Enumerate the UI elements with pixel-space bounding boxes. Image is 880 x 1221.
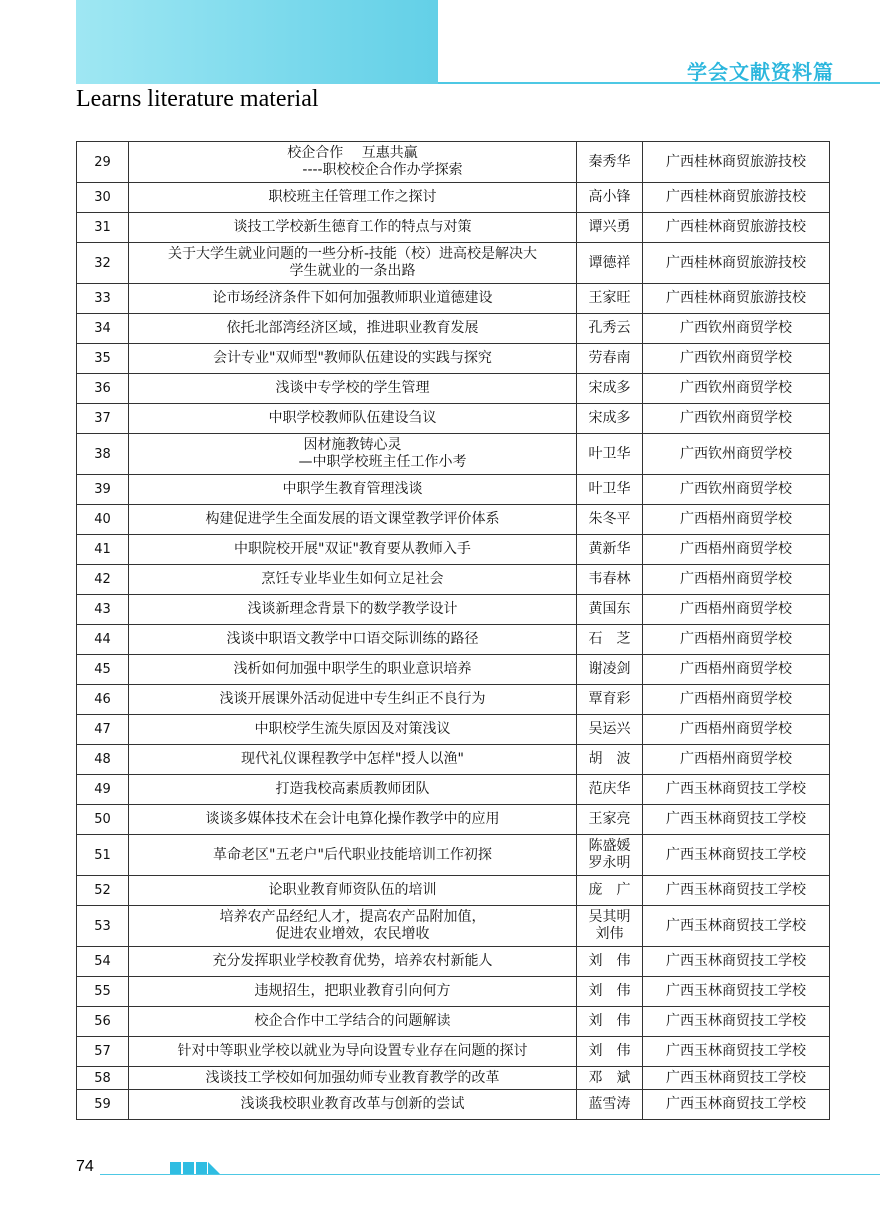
table-row: [77, 1007, 830, 1037]
article-title: [129, 183, 577, 213]
article-title: [129, 314, 577, 344]
author-line: 劳春南: [588, 350, 631, 366]
table-row: [77, 565, 830, 595]
author-line: 黄国东: [588, 601, 631, 617]
school-name: 广西梧州商贸学校: [643, 685, 830, 715]
author-line: 王家亮: [588, 811, 631, 827]
page-footer: [76, 1158, 880, 1182]
article-title-line: ----职校校企合作办学探索: [302, 162, 463, 178]
article-title: [129, 906, 577, 947]
author-line: 秦秀华: [588, 153, 631, 170]
school-name: 广西钦州商贸学校: [643, 344, 830, 374]
row-number: 41: [77, 535, 129, 565]
row-number: 39: [77, 475, 129, 505]
author-line: 刘伟: [595, 926, 624, 942]
row-number: 33: [77, 284, 129, 314]
table-row: [77, 805, 830, 835]
row-number: 51: [77, 835, 129, 876]
row-number: 50: [77, 805, 129, 835]
article-title-line: 学生就业的一条出路: [289, 263, 416, 279]
page-number: 74: [76, 1158, 94, 1175]
table-row: [77, 876, 830, 906]
author-line: 韦春林: [588, 571, 631, 587]
author-name: [577, 745, 643, 775]
row-number: 45: [77, 655, 129, 685]
article-title-line: 针对中等职业学校以就业为导向设置专业存在问题的探讨: [177, 1043, 528, 1059]
author-line: 刘 伟: [588, 1013, 631, 1029]
article-title-line: 论职业教育师资队伍的培训: [268, 882, 437, 898]
school-name: 广西钦州商贸学校: [643, 434, 830, 475]
school-name: 广西玉林商贸技工学校: [643, 835, 830, 876]
row-number: 55: [77, 977, 129, 1007]
school-name: 广西桂林商贸旅游技校: [643, 142, 830, 183]
school-name: 广西梧州商贸学校: [643, 505, 830, 535]
article-title-line: 中职学生教育管理浅谈: [282, 481, 423, 497]
article-title: [129, 1007, 577, 1037]
article-title: [129, 1037, 577, 1067]
author-line: 石 芝: [588, 631, 631, 647]
school-name: 广西钦州商贸学校: [643, 475, 830, 505]
author-line: 黄新华: [588, 541, 631, 557]
article-title-line: 中职院校开展"双证"教育要从教师入手: [234, 541, 471, 557]
article-title-line: 革命老区"五老户"后代职业技能培训工作初探: [213, 846, 492, 863]
author-line: 覃育彩: [588, 691, 631, 707]
article-title: [129, 685, 577, 715]
school-name: 广西玉林商贸技工学校: [643, 805, 830, 835]
row-number: 40: [77, 505, 129, 535]
table-row: [77, 505, 830, 535]
author-name: [577, 183, 643, 213]
school-name: 广西钦州商贸学校: [643, 404, 830, 434]
table-row: [77, 655, 830, 685]
table-row: [77, 835, 830, 876]
school-name: 广西桂林商贸旅游技校: [643, 213, 830, 243]
author-name: [577, 1067, 643, 1090]
author-name: [577, 625, 643, 655]
article-title: [129, 1067, 577, 1090]
article-title: [129, 715, 577, 745]
article-title-line: 会计专业"双师型"教师队伍建设的实践与探究: [213, 350, 492, 366]
author-name: [577, 434, 643, 475]
table-row: [77, 374, 830, 404]
article-title: [129, 475, 577, 505]
school-name: 广西钦州商贸学校: [643, 314, 830, 344]
row-number: 30: [77, 183, 129, 213]
table-row: [77, 284, 830, 314]
author-name: [577, 906, 643, 947]
footer-triangle-icon: [208, 1162, 220, 1174]
author-name: [577, 947, 643, 977]
row-number: 32: [77, 243, 129, 284]
article-title: [129, 947, 577, 977]
table-row: [77, 535, 830, 565]
row-number: 31: [77, 213, 129, 243]
school-name: 广西梧州商贸学校: [643, 715, 830, 745]
table-row: [77, 625, 830, 655]
article-title-line: 谈谈多媒体技术在会计电算化操作教学中的应用: [205, 811, 500, 827]
school-name: 广西梧州商贸学校: [643, 595, 830, 625]
article-title: [129, 284, 577, 314]
author-name: [577, 565, 643, 595]
article-title-line: 充分发挥职业学校教育优势，培养农村新能人: [212, 953, 493, 969]
table-row: [77, 434, 830, 475]
article-title-line: 违规招生，把职业教育引向何方: [254, 983, 451, 999]
author-name: [577, 344, 643, 374]
author-line: 蓝雪涛: [588, 1096, 631, 1112]
author-name: [577, 715, 643, 745]
school-name: 广西梧州商贸学校: [643, 625, 830, 655]
article-title-line: 现代礼仪课程教学中怎样"授人以渔": [241, 751, 464, 767]
author-line: 宋成多: [588, 410, 631, 426]
article-title: [129, 595, 577, 625]
author-line: 吴运兴: [588, 721, 631, 737]
school-name: 广西梧州商贸学校: [643, 745, 830, 775]
article-title-line: 中职学校教师队伍建设刍议: [268, 410, 437, 426]
article-title-line: 依托北部湾经济区域，推进职业教育发展: [226, 320, 479, 336]
article-title: [129, 835, 577, 876]
row-number: 47: [77, 715, 129, 745]
author-name: [577, 977, 643, 1007]
author-name: [577, 505, 643, 535]
author-line: 胡 波: [588, 751, 631, 767]
table-row: [77, 243, 830, 284]
article-rows: [77, 142, 830, 1120]
article-title-line: 培养农产品经纪人才，提高农产品附加值，: [219, 909, 486, 925]
author-line: 谭兴勇: [588, 219, 631, 235]
section-subtitle: Learns literature material: [76, 86, 319, 112]
article-title: [129, 505, 577, 535]
row-number: 48: [77, 745, 129, 775]
author-line: 宋成多: [588, 380, 631, 396]
row-number: 53: [77, 906, 129, 947]
article-title-line: 浅谈中职语文教学中口语交际训练的路径: [226, 631, 479, 647]
footer-rule: [100, 1174, 880, 1175]
table-row: [77, 685, 830, 715]
author-line: 叶卫华: [588, 481, 631, 497]
article-title-line: 浅谈中专学校的学生管理: [275, 380, 430, 396]
author-line: 孔秀云: [588, 320, 631, 336]
school-name: 广西玉林商贸技工学校: [643, 947, 830, 977]
author-name: [577, 1090, 643, 1120]
article-title-line: 烹饪专业毕业生如何立足社会: [261, 571, 444, 587]
row-number: 52: [77, 876, 129, 906]
author-name: [577, 142, 643, 183]
school-name: 广西桂林商贸旅游技校: [643, 284, 830, 314]
author-name: [577, 213, 643, 243]
footer-square-icon: [170, 1162, 181, 1174]
row-number: 35: [77, 344, 129, 374]
article-title: [129, 142, 577, 183]
author-name: [577, 1007, 643, 1037]
article-title: [129, 977, 577, 1007]
row-number: 46: [77, 685, 129, 715]
school-name: 广西玉林商贸技工学校: [643, 1007, 830, 1037]
author-line: 刘 伟: [588, 953, 631, 969]
author-line: 王家旺: [588, 290, 631, 306]
table-row: [77, 595, 830, 625]
section-title: 学会文献资料篇: [687, 60, 834, 84]
article-title: [129, 243, 577, 284]
author-name: [577, 876, 643, 906]
author-name: [577, 475, 643, 505]
school-name: 广西玉林商贸技工学校: [643, 1090, 830, 1120]
article-title-line: 浅谈新理念背景下的数学教学设计: [247, 601, 458, 617]
row-number: 59: [77, 1090, 129, 1120]
author-line: 庞 广: [588, 882, 631, 898]
article-title-line: 职校班主任管理工作之探讨: [268, 189, 437, 205]
article-title: [129, 565, 577, 595]
author-name: [577, 655, 643, 685]
article-title-line: 校企合作中工学结合的问题解读: [254, 1013, 451, 1029]
article-title-line: 浅谈技工学校如何加强幼师专业教育教学的改革: [205, 1069, 500, 1086]
row-number: 58: [77, 1067, 129, 1090]
school-name: 广西桂林商贸旅游技校: [643, 183, 830, 213]
school-name: 广西梧州商贸学校: [643, 655, 830, 685]
author-line: 朱冬平: [588, 511, 631, 527]
row-number: 44: [77, 625, 129, 655]
table-row: [77, 947, 830, 977]
footer-square-icon: [183, 1162, 194, 1174]
article-title: [129, 876, 577, 906]
article-title: [129, 1090, 577, 1120]
row-number: 37: [77, 404, 129, 434]
table-row: [77, 183, 830, 213]
table-row: [77, 1067, 830, 1090]
author-line: 高小锋: [588, 189, 631, 205]
author-name: [577, 243, 643, 284]
author-line: 刘 伟: [588, 1043, 631, 1059]
header-color-band: [76, 0, 438, 84]
school-name: 广西梧州商贸学校: [643, 535, 830, 565]
article-title: [129, 655, 577, 685]
school-name: 广西梧州商贸学校: [643, 565, 830, 595]
row-number: 56: [77, 1007, 129, 1037]
author-line: 陈盛媛: [588, 838, 631, 854]
article-title: [129, 805, 577, 835]
article-title: [129, 535, 577, 565]
table-row: [77, 977, 830, 1007]
table-row: [77, 906, 830, 947]
author-name: [577, 685, 643, 715]
article-title: [129, 404, 577, 434]
article-title-line: 促进农业增效，农民增收: [275, 926, 430, 942]
article-title-line: 校企合作 互惠共赢: [287, 145, 418, 161]
article-title: [129, 374, 577, 404]
article-title-line: 构建促进学生全面发展的语文课堂教学评价体系: [205, 511, 500, 527]
author-line: 谭德祥: [588, 254, 631, 271]
article-table: [76, 141, 830, 1120]
author-name: [577, 284, 643, 314]
table-row: [77, 213, 830, 243]
table-row: [77, 1090, 830, 1120]
table-row: [77, 475, 830, 505]
author-name: [577, 835, 643, 876]
article-title-line: 浅谈开展课外活动促进中专生纠正不良行为: [219, 691, 486, 707]
row-number: 49: [77, 775, 129, 805]
row-number: 42: [77, 565, 129, 595]
author-name: [577, 404, 643, 434]
author-name: [577, 595, 643, 625]
school-name: 广西玉林商贸技工学校: [643, 876, 830, 906]
article-title-line: 因材施教铸心灵: [303, 437, 402, 453]
article-title: [129, 434, 577, 475]
article-title-line: —中职学校班主任工作小考: [298, 454, 467, 470]
table-row: [77, 745, 830, 775]
footer-square-icon: [196, 1162, 207, 1174]
row-number: 57: [77, 1037, 129, 1067]
school-name: 广西玉林商贸技工学校: [643, 906, 830, 947]
article-title: [129, 344, 577, 374]
article-title: [129, 745, 577, 775]
author-name: [577, 805, 643, 835]
school-name: 广西桂林商贸旅游技校: [643, 243, 830, 284]
author-name: [577, 314, 643, 344]
row-number: 36: [77, 374, 129, 404]
table-row: [77, 775, 830, 805]
article-title: [129, 213, 577, 243]
article-title-line: 浅谈我校职业教育改革与创新的尝试: [240, 1096, 465, 1112]
school-name: 广西钦州商贸学校: [643, 374, 830, 404]
table-row: [77, 404, 830, 434]
row-number: 29: [77, 142, 129, 183]
author-line: 邓 斌: [588, 1069, 631, 1086]
school-name: 广西玉林商贸技工学校: [643, 1067, 830, 1090]
author-name: [577, 775, 643, 805]
school-name: 广西玉林商贸技工学校: [643, 1037, 830, 1067]
author-line: 刘 伟: [588, 983, 631, 999]
author-line: 吴其明: [588, 909, 631, 925]
school-name: 广西玉林商贸技工学校: [643, 775, 830, 805]
article-title-line: 浅析如何加强中职学生的职业意识培养: [233, 661, 472, 677]
article-title-line: 谈技工学校新生德育工作的特点与对策: [233, 219, 472, 235]
table-row: [77, 142, 830, 183]
school-name: 广西玉林商贸技工学校: [643, 977, 830, 1007]
article-title-line: 打造我校高素质教师团队: [275, 781, 430, 797]
article-title: [129, 775, 577, 805]
article-title: [129, 625, 577, 655]
article-title-line: 中职校学生流失原因及对策浅议: [254, 721, 451, 737]
row-number: 38: [77, 434, 129, 475]
table-row: [77, 715, 830, 745]
row-number: 43: [77, 595, 129, 625]
author-name: [577, 535, 643, 565]
author-line: 谢凌剑: [588, 661, 631, 677]
row-number: 34: [77, 314, 129, 344]
author-name: [577, 374, 643, 404]
table-row: [77, 314, 830, 344]
row-number: 54: [77, 947, 129, 977]
author-line: 范庆华: [588, 781, 631, 797]
author-line: 叶卫华: [588, 445, 631, 462]
article-title-line: 关于大学生就业问题的一些分析-技能（校）进高校是解决大: [167, 246, 538, 262]
table-row: [77, 1037, 830, 1067]
author-line: 罗永明: [588, 855, 631, 871]
table-row: [77, 344, 830, 374]
author-name: [577, 1037, 643, 1067]
article-title-line: 论市场经济条件下如何加强教师职业道德建设: [212, 290, 493, 306]
